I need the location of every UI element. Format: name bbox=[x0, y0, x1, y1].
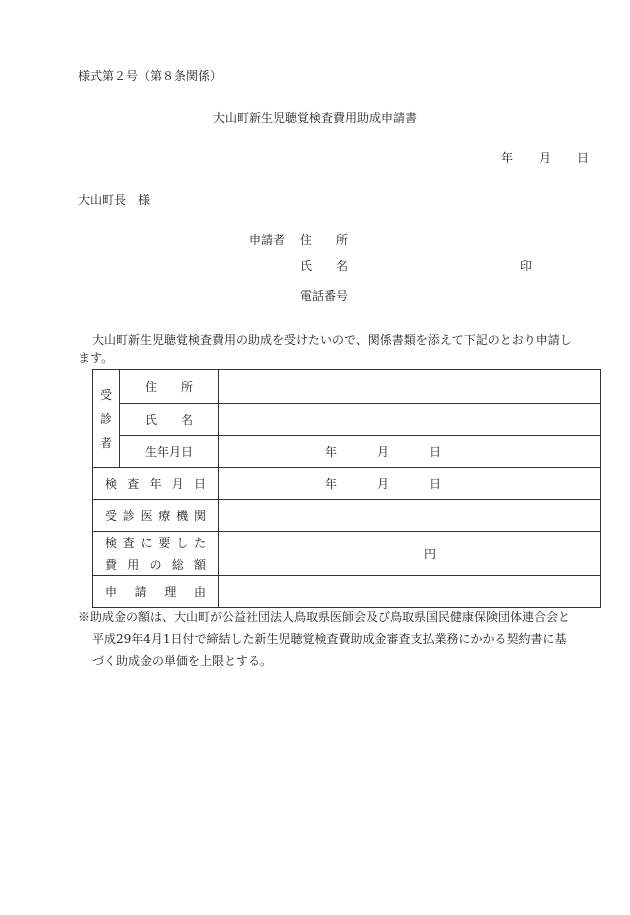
exam-date-field[interactable] bbox=[219, 468, 601, 500]
institution-char-6: 関 bbox=[193, 508, 206, 523]
exam-year: 年 bbox=[325, 476, 338, 491]
examinee-birthdate-label: 生年月日 bbox=[120, 436, 219, 468]
examinee-char-3: 者 bbox=[99, 435, 112, 450]
institution-char-3: 医 bbox=[140, 508, 153, 523]
reason-char-4: 由 bbox=[193, 584, 206, 599]
examinee-address-label: 住 所 bbox=[120, 370, 219, 404]
cost-l1-char-4: 要 bbox=[158, 535, 171, 550]
total-cost-field[interactable] bbox=[219, 532, 601, 576]
exam-day: 日 bbox=[429, 476, 442, 491]
cost-l1-char-6: た bbox=[193, 535, 206, 550]
examinee-birthdate-field[interactable] bbox=[219, 436, 601, 468]
cost-l2-char-1: 費 bbox=[105, 557, 118, 572]
applicant-name-label: 氏 名 bbox=[300, 259, 349, 273]
birth-day: 日 bbox=[429, 444, 442, 459]
exam-date-char-4: 月 bbox=[171, 476, 184, 491]
cost-l1-char-3: に bbox=[140, 535, 153, 550]
institution-char-5: 機 bbox=[176, 508, 189, 523]
date-month: 月 bbox=[539, 151, 552, 165]
exam-date-char-3: 年 bbox=[149, 476, 162, 491]
row-examinee-birthdate bbox=[93, 436, 601, 468]
cost-l1-char-2: 査 bbox=[122, 535, 135, 550]
row-examinee-address bbox=[93, 370, 601, 404]
applicant-address-label: 住 所 bbox=[300, 233, 349, 247]
cost-l2-char-3: の bbox=[149, 557, 162, 572]
institution-char-4: 療 bbox=[158, 508, 171, 523]
date-line bbox=[501, 150, 589, 166]
addressee: 大山町長 様 bbox=[78, 193, 151, 207]
application-table bbox=[92, 369, 601, 608]
seal-mark: 印 bbox=[520, 259, 533, 273]
row-total-cost bbox=[93, 532, 601, 576]
examinee-name-label: 氏 名 bbox=[120, 404, 219, 436]
exam-date-char-5: 日 bbox=[193, 476, 206, 491]
exam-date-char-2: 査 bbox=[127, 476, 140, 491]
cost-l2-char-2: 用 bbox=[127, 557, 140, 572]
row-exam-date bbox=[93, 468, 601, 500]
cost-l1-char-1: 検 bbox=[105, 535, 118, 550]
date-year: 年 bbox=[501, 151, 514, 165]
document-title: 大山町新生児聴覚検査費用助成申請書 bbox=[212, 111, 417, 125]
examinee-name-field[interactable] bbox=[219, 404, 601, 436]
form-number: 様式第２号（第８条関係） bbox=[78, 69, 223, 83]
footnote bbox=[78, 606, 593, 672]
institution-char-1: 受 bbox=[105, 508, 118, 523]
institution-field[interactable] bbox=[219, 500, 601, 532]
cost-l2-char-4: 総 bbox=[171, 557, 184, 572]
exam-date-char-1: 検 bbox=[105, 476, 118, 491]
examinee-address-field[interactable] bbox=[219, 370, 601, 404]
exam-date-label bbox=[93, 468, 219, 500]
footnote-line3: づく助成金の単価を上限とする。 bbox=[92, 654, 273, 668]
reason-char-3: 理 bbox=[164, 584, 177, 599]
reason-label bbox=[93, 576, 219, 608]
exam-month: 月 bbox=[377, 476, 390, 491]
body-text-line2: ます。 bbox=[78, 351, 114, 365]
cost-l2-char-5: 額 bbox=[193, 557, 206, 572]
institution-label bbox=[93, 500, 219, 532]
institution-char-2: 診 bbox=[122, 508, 135, 523]
cost-l1-char-5: し bbox=[176, 535, 189, 550]
reason-char-2: 請 bbox=[134, 584, 147, 599]
reason-char-1: 申 bbox=[105, 584, 118, 599]
footnote-line1: ※助成金の額は、大山町が公益社団法人鳥取県医師会及び鳥取県国民健康保険団体連合会と bbox=[78, 610, 571, 624]
examinee-char-1: 受 bbox=[99, 387, 112, 402]
total-cost-label bbox=[93, 532, 219, 576]
row-reason bbox=[93, 576, 601, 608]
examinee-label bbox=[93, 370, 120, 468]
row-institution bbox=[93, 500, 601, 532]
row-examinee-name bbox=[93, 404, 601, 436]
body-text-line1: 大山町新生児聴覚検査費用の助成を受けたいので、関係書類を添えて下記のとおり申請し bbox=[92, 333, 572, 347]
birth-year: 年 bbox=[325, 444, 338, 459]
applicant-label: 申請者 bbox=[249, 233, 286, 247]
examinee-char-2: 診 bbox=[99, 411, 112, 426]
applicant-phone-label: 電話番号 bbox=[300, 289, 349, 303]
birth-month: 月 bbox=[377, 444, 390, 459]
footnote-line2: 平成29年4月1日付で締結した新生児聴覚検査費助成金審査支払業務にかかる契約書に基 bbox=[92, 632, 567, 646]
reason-field[interactable] bbox=[219, 576, 601, 608]
date-day: 日 bbox=[577, 151, 590, 165]
yen-unit: 円 bbox=[424, 546, 437, 561]
